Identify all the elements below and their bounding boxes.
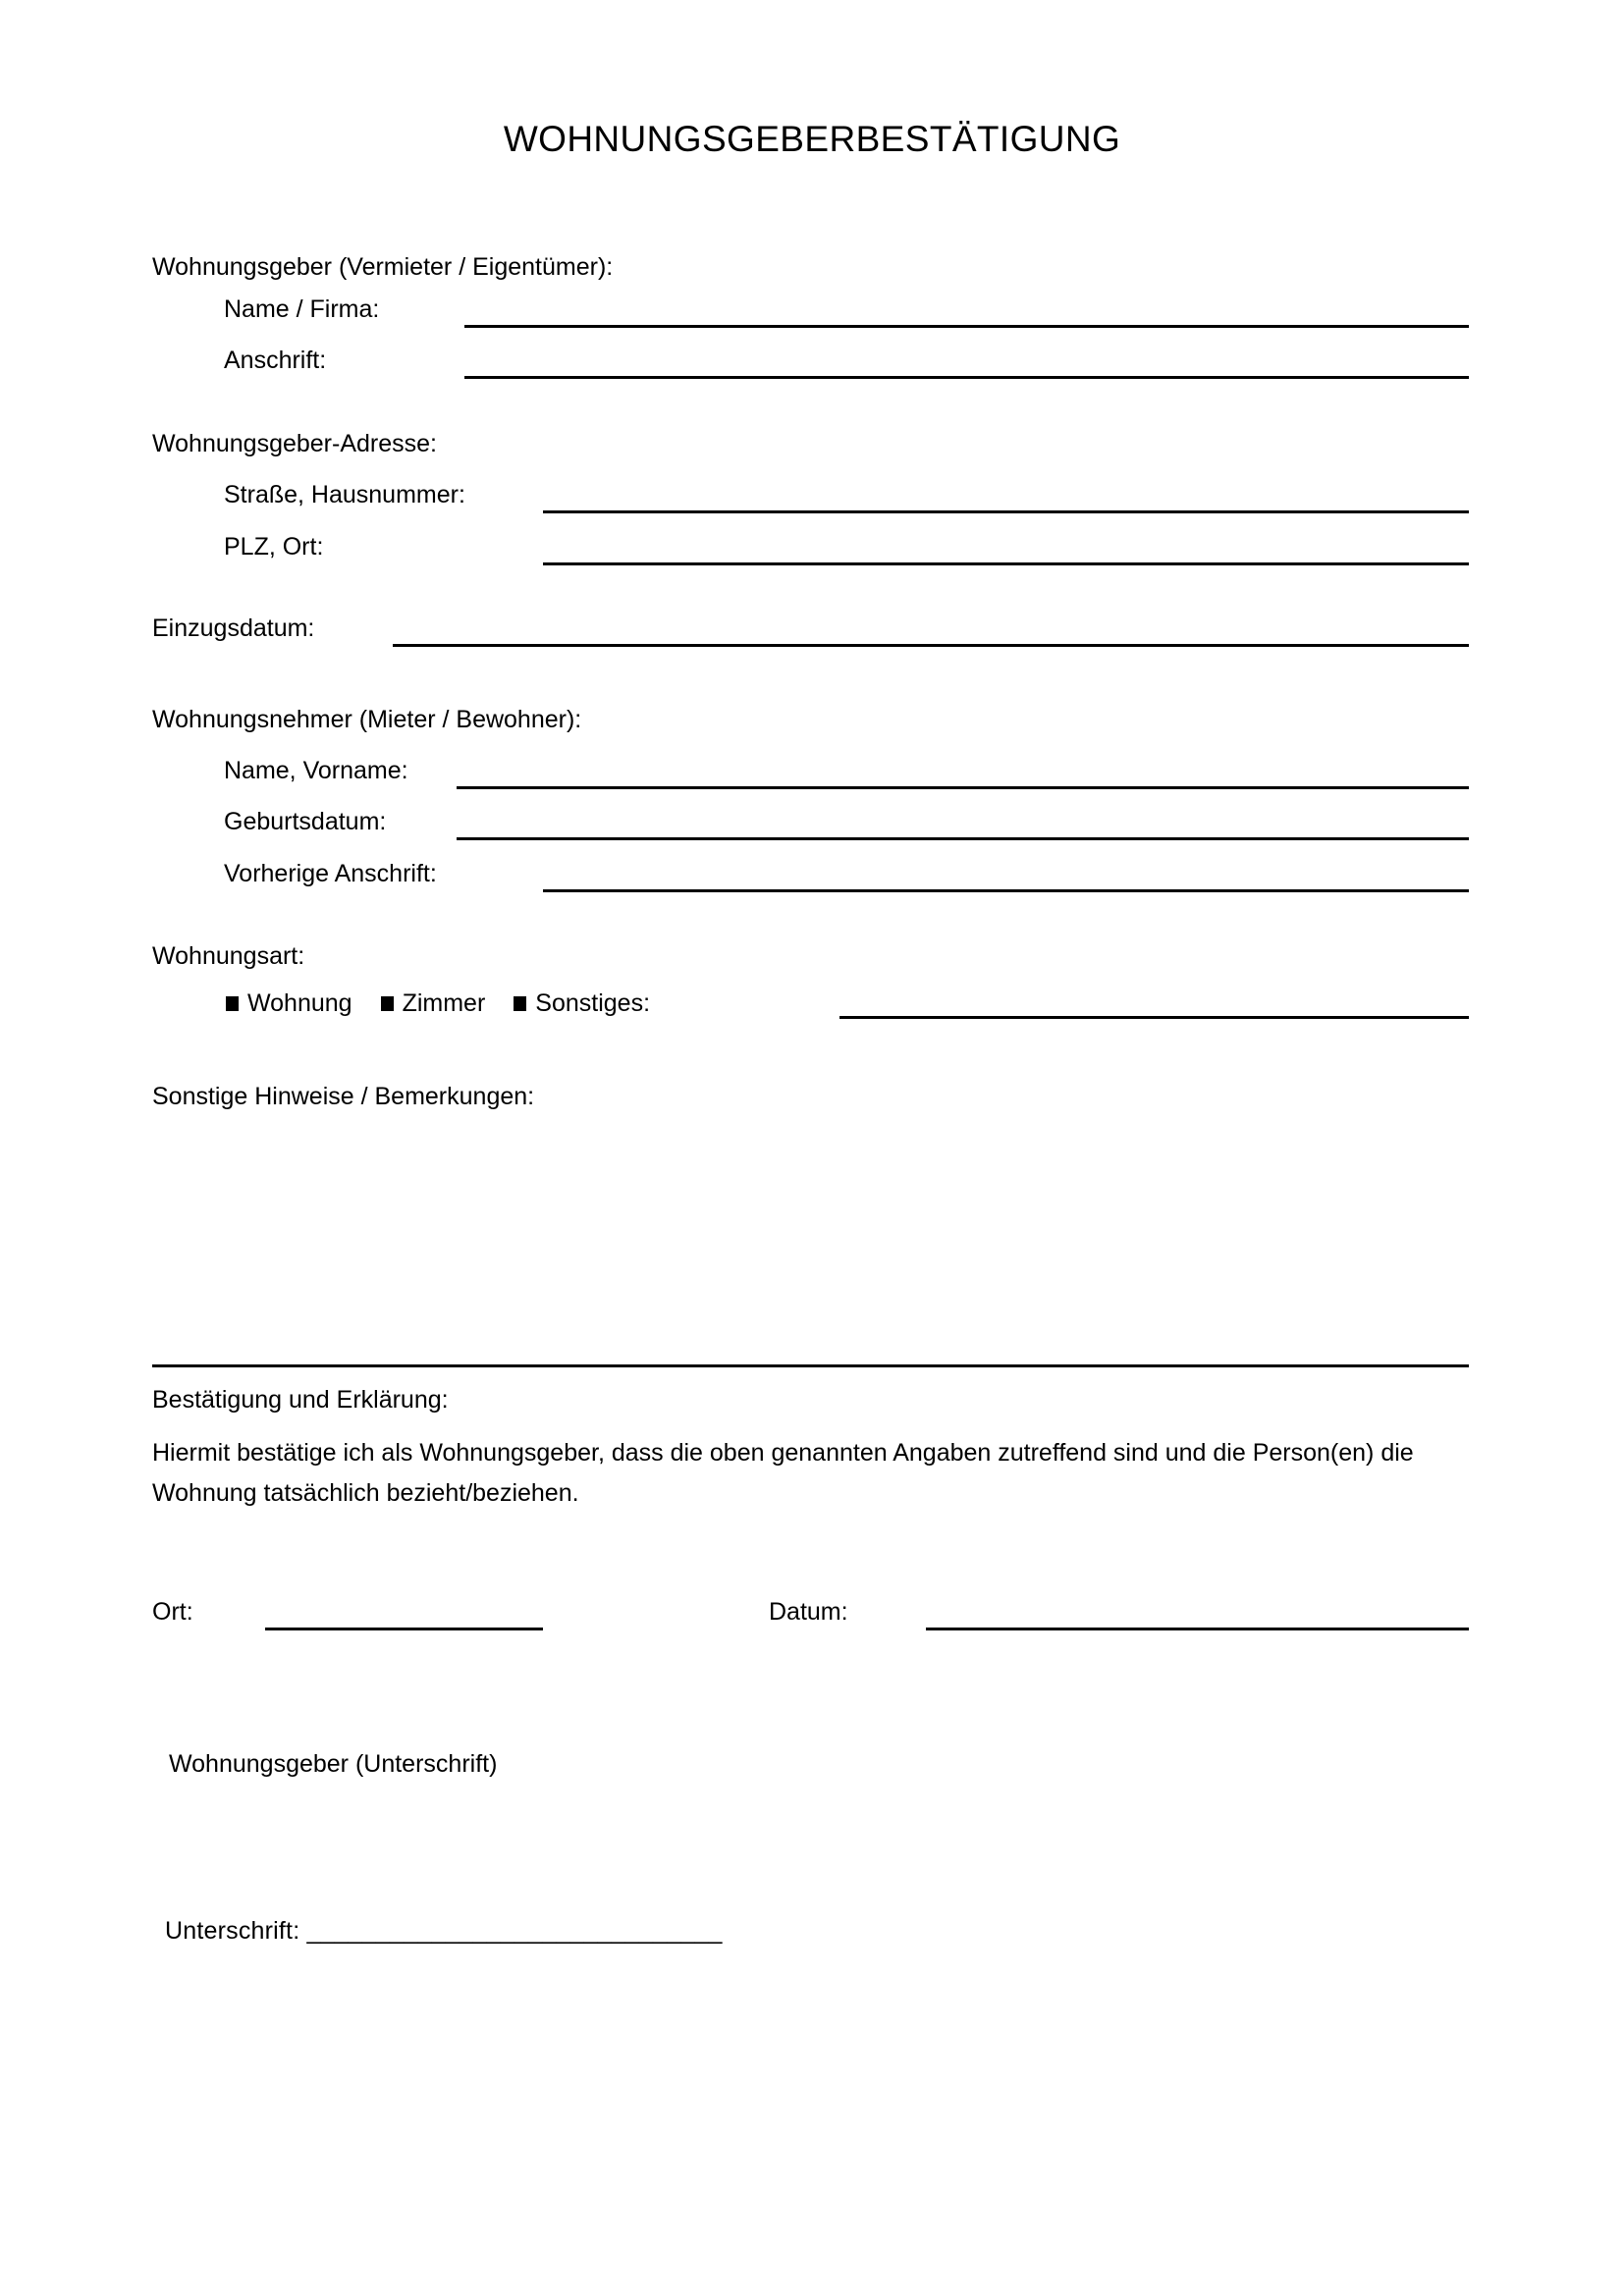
input-line-strasse-hausnummer[interactable] bbox=[543, 510, 1469, 513]
page-title: WOHNUNGSGEBERBESTÄTIGUNG bbox=[503, 119, 1121, 159]
input-line-datum[interactable] bbox=[926, 1628, 1469, 1630]
input-line-sonstiges[interactable] bbox=[839, 1016, 1469, 1019]
checkbox-filled-icon bbox=[226, 996, 239, 1011]
remarks-free-area[interactable] bbox=[152, 1119, 1469, 1335]
input-line-vorherige-anschrift[interactable] bbox=[543, 889, 1469, 892]
checkbox-filled-icon bbox=[381, 996, 394, 1011]
signature-caption: Wohnungsgeber (Unterschrift) bbox=[169, 1750, 498, 1778]
label-ort: Ort: bbox=[152, 1598, 193, 1626]
checkbox-label-sonstiges: Sonstiges: bbox=[535, 989, 651, 1017]
housing-type-options bbox=[226, 991, 650, 1016]
section-heading-landlord-address: Wohnungsgeber-Adresse: bbox=[152, 430, 437, 457]
input-line-geburtsdatum[interactable] bbox=[457, 837, 1469, 840]
declaration-text: Hiermit bestätige ich als Wohnungsgeber, dass die oben genannten Angaben zutreffend sind und die Person(en) die Wohnung tatsächlich bezieht/beziehen. bbox=[152, 1439, 1414, 1507]
declaration-heading: Bestätigung und Erklärung: bbox=[152, 1386, 449, 1414]
section-heading-landlord: Wohnungsgeber (Vermieter / Eigentümer): bbox=[152, 253, 614, 281]
checkbox-option-sonstiges[interactable] bbox=[514, 991, 650, 1016]
section-heading-remarks: Sonstige Hinweise / Bemerkungen: bbox=[152, 1083, 535, 1110]
input-line-name-vorname[interactable] bbox=[457, 786, 1469, 789]
label-name-firma: Name / Firma: bbox=[224, 295, 380, 323]
input-line-name-firma[interactable] bbox=[464, 325, 1469, 328]
section-heading-housing-type: Wohnungsart: bbox=[152, 942, 305, 970]
section-divider bbox=[152, 1364, 1469, 1367]
input-line-plz-ort[interactable] bbox=[543, 562, 1469, 565]
label-anschrift: Anschrift: bbox=[224, 347, 327, 374]
label-einzugsdatum: Einzugsdatum: bbox=[152, 614, 315, 642]
label-plz-ort: PLZ, Ort: bbox=[224, 533, 324, 561]
label-datum: Datum: bbox=[769, 1598, 848, 1626]
checkbox-option-zimmer[interactable] bbox=[381, 991, 486, 1016]
section-heading-tenant: Wohnungsnehmer (Mieter / Bewohner): bbox=[152, 706, 582, 733]
input-line-anschrift[interactable] bbox=[464, 376, 1469, 379]
signature-line[interactable]: Unterschrift: ______________________________ bbox=[165, 1917, 723, 1945]
checkbox-label-zimmer: Zimmer bbox=[402, 989, 486, 1017]
checkbox-label-wohnung: Wohnung bbox=[247, 989, 352, 1017]
label-strasse-hausnummer: Straße, Hausnummer: bbox=[224, 481, 465, 508]
checkbox-option-wohnung[interactable] bbox=[226, 991, 352, 1016]
checkbox-filled-icon bbox=[514, 996, 526, 1011]
label-name-vorname: Name, Vorname: bbox=[224, 757, 408, 784]
input-line-ort[interactable] bbox=[265, 1628, 543, 1630]
input-line-einzugsdatum[interactable] bbox=[393, 644, 1469, 647]
label-geburtsdatum: Geburtsdatum: bbox=[224, 808, 387, 835]
label-vorherige-anschrift: Vorherige Anschrift: bbox=[224, 860, 437, 887]
